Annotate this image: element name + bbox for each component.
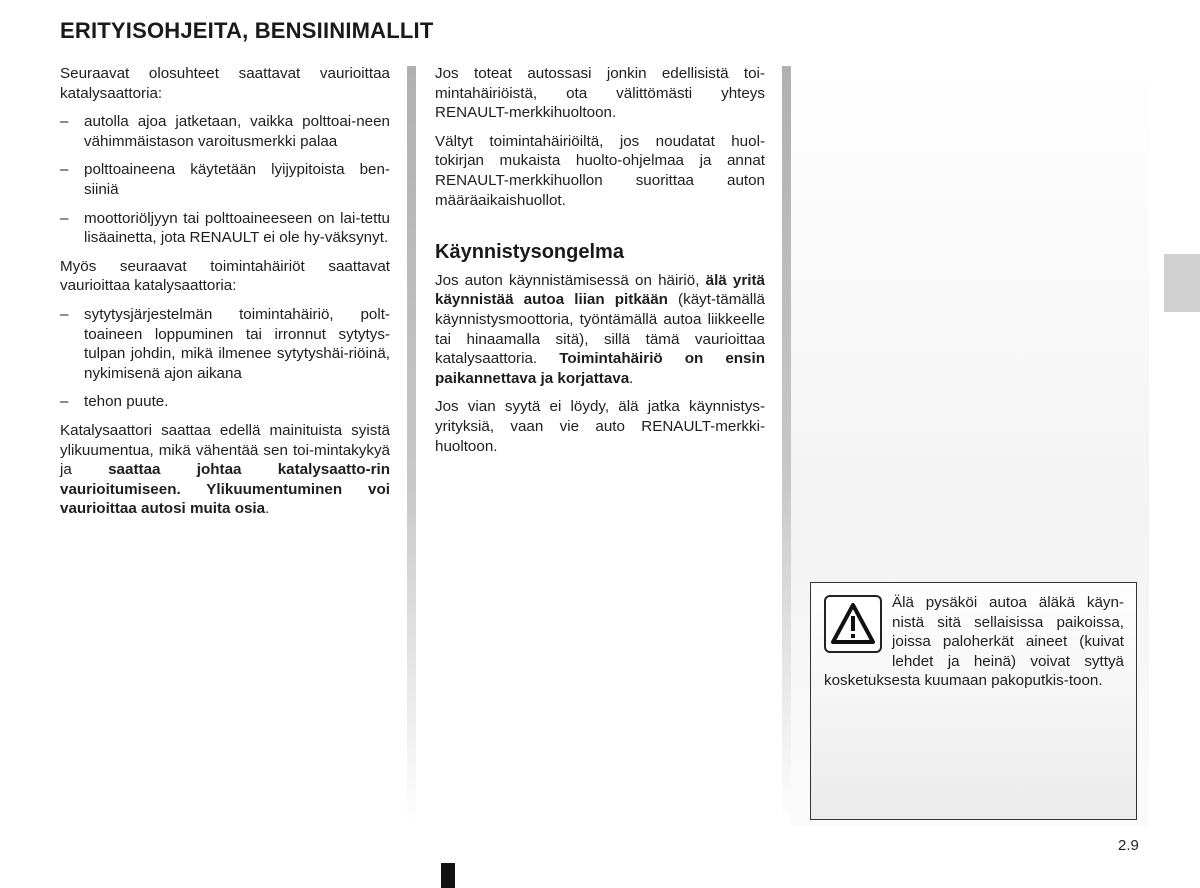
- paragraph: Jos vian syytä ei löydy, älä jatka käynnistys-yrityksiä, vaan vie auto RENAULT-merkki-huoltoon.: [435, 398, 765, 455]
- warning-triangle-icon: [824, 595, 882, 653]
- column-left: [60, 64, 390, 528]
- list-item: – polttoaineena käytetään lyijypitoista ben-siiniä: [60, 161, 390, 198]
- paragraph: Vältyt toimintahäiriöiltä, jos noudatat huol-tokirjan mukaista huolto-ohjelmaa ja annat RENAULT-merkkihuollon suorittaa auton määräaikaishuollot.: [435, 132, 765, 209]
- column-divider-left: [407, 66, 416, 826]
- list-item: – tehon puute.: [60, 393, 169, 411]
- paragraph: Jos auton käynnistämisessä on häiriö, älä yritä käynnistää autoa liian pitkään (käyt-tämällä käynnistysmoottoria, työntämällä autoa liikkeelle tai hinaamalla sitä), sillä tämä vaurioittaa katalysaattoria. Toimintahäiriö on ensin paikannettava ja korjattava.: [435, 271, 765, 387]
- page-title: ERITYISOHJEITA, BENSIINIMALLIT: [60, 18, 434, 43]
- page-number: 2.9: [1118, 837, 1139, 854]
- list-item: – sytytysjärjestelmän toimintahäiriö, polt-toaineen loppuminen tai irronnut sytytys-tulpan johdin, mikä ilmenee sytytyshäi-riöinä, nykimisenä ajon aikana: [60, 305, 390, 382]
- warning-text: Älä pysäköi autoa äläkä käyn-nistä sitä sellaisissa paikoissa, joissa paloherkät aineet (kuivat lehdet ja heinä) voivat syttyä kosketuksesta kuumaan pakoputkis-toon.: [824, 594, 1124, 690]
- chapter-tab: [1164, 254, 1200, 312]
- list-item: – autolla ajoa jatketaan, vaikka polttoai-neen vähimmäistason varoitusmerkki palaa: [60, 113, 390, 150]
- intro-paragraph: Seuraavat olosuhteet saattavat vaurioittaa katalysaattoria:: [60, 65, 390, 102]
- section-heading: Käynnistysongelma: [435, 241, 624, 264]
- list-item: – moottoriöljyyn tai polttoaineeseen on lai-tettu lisäainetta, jota RENAULT ei ole hy-väksynyt.: [60, 209, 390, 247]
- final-paragraph: Katalysaattori saattaa edellä mainituista syistä ylikuumentua, mikä vähentää sen toi-mintakykyä ja saattaa johtaa katalysaatto-rin vaurioitumiseen. Ylikuumentuminen voi vaurioittaa autosi muita osia.: [60, 421, 390, 518]
- column-divider-right: [782, 66, 791, 826]
- footer-mark: [441, 863, 455, 888]
- intro-paragraph-2: Myös seuraavat toimintahäiriöt saattavat vaurioittaa katalysaattoria:: [60, 257, 390, 295]
- column-middle: [435, 64, 765, 465]
- paragraph: Jos toteat autossasi jonkin edellisistä toi-mintahäiriöistä, ota välittömästi yhteys RENAULT-merkkihuoltoon.: [435, 65, 765, 122]
- warning-box: [810, 582, 1137, 820]
